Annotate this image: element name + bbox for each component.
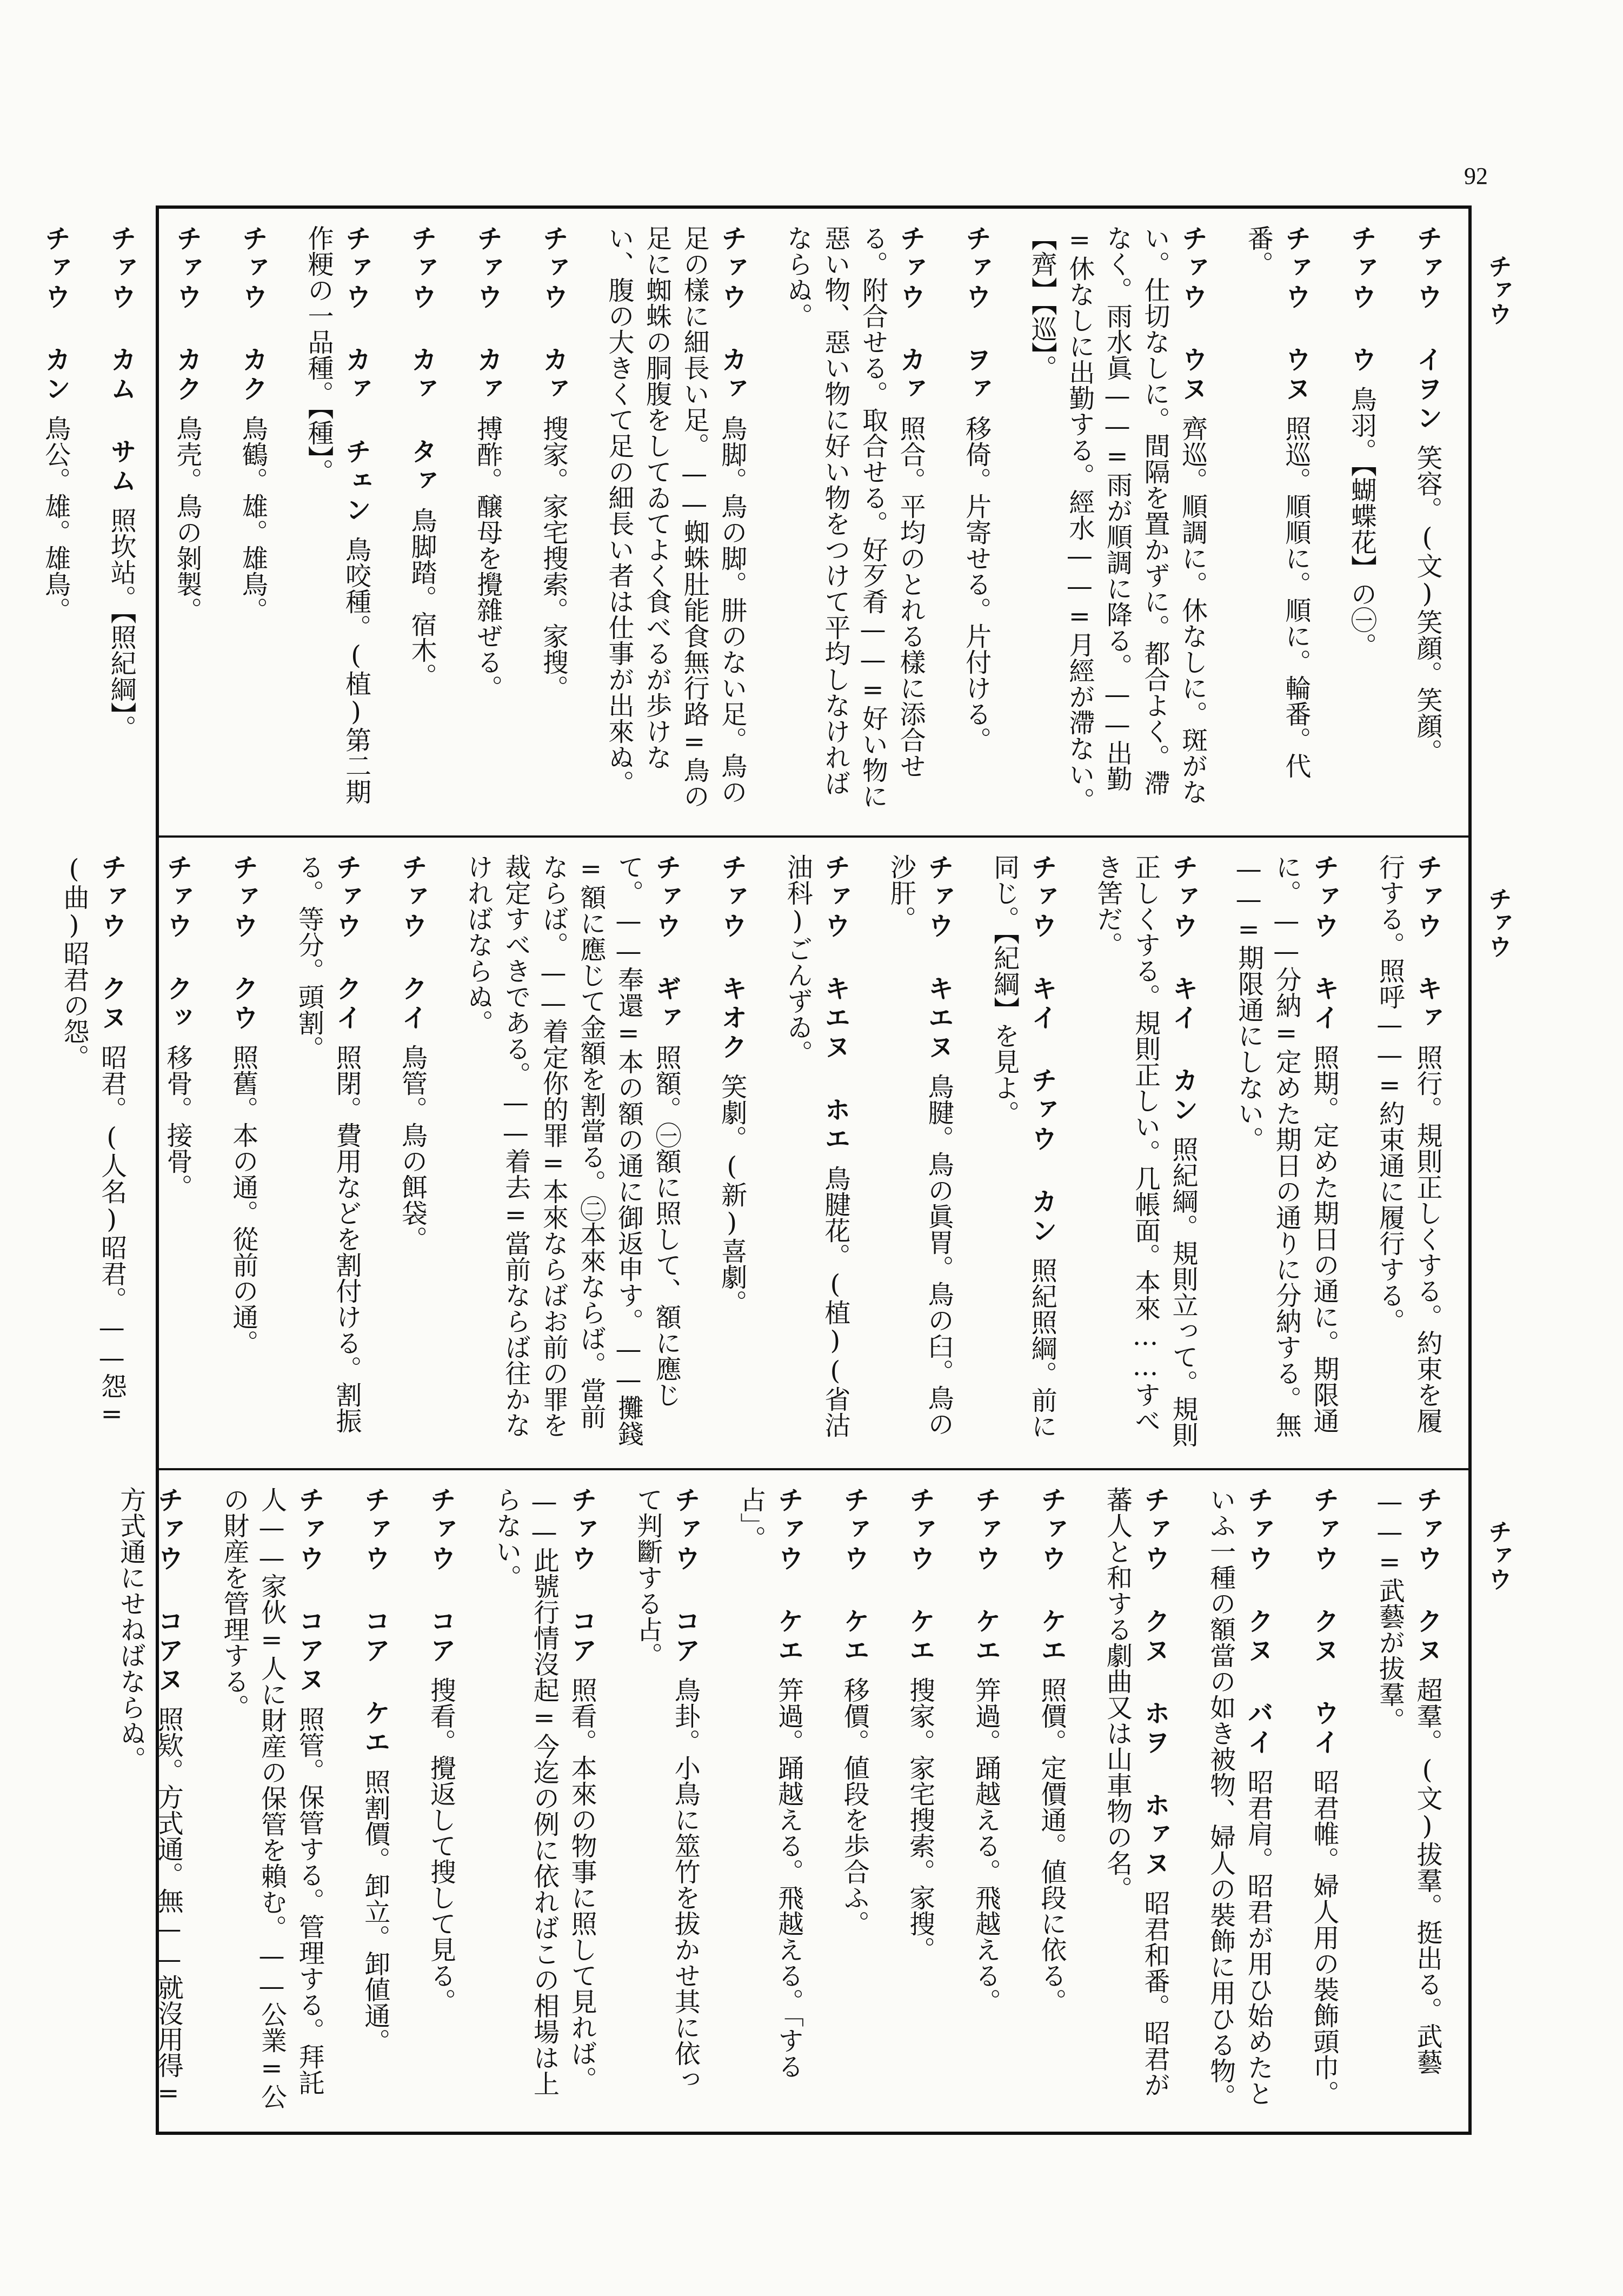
entry-reading: チァウ ケエ xyxy=(904,1487,935,1666)
entry-reading: チァウ カァ xyxy=(716,225,747,404)
dictionary-entry xyxy=(215,1487,328,2115)
dictionary-entry xyxy=(55,854,130,1452)
dictionary-entry xyxy=(1408,225,1446,819)
entry-band-bottom xyxy=(115,1470,1467,2132)
entry-reading: チァウ キイ xyxy=(1308,854,1339,1033)
dictionary-entry xyxy=(534,225,572,819)
entry-definition: 鳥脚。鳥の脚。肼のない足。鳥の足の樣に細長い足。——蜘蛛肚能食無行路=鳥の足に蜘蛛の胴腹をしてゐてよく食べるが歩けない、腹の大きくて足の細長い者は仕事が出來ぬ。 xyxy=(603,225,747,809)
dictionary-entry xyxy=(1098,1487,1173,2115)
entry-definition: 照閉。費用などを割付ける。割振る。等分。頭割。 xyxy=(294,854,362,1434)
entry-reading: チァウ ウヌ xyxy=(1177,225,1208,404)
dictionary-entry xyxy=(1239,225,1314,819)
entry-definition: 笑劇。(新)喜劇。 xyxy=(716,1073,747,1316)
entry-definition: 昭君。(人名)昭君。——怨=(曲)昭君の怨。 xyxy=(58,854,127,1429)
entry-reading: チァウ ウ xyxy=(1346,225,1377,375)
entry-reading: チァウ イヲン xyxy=(1412,225,1442,434)
entry-reading: チァウ クイ xyxy=(331,854,362,1033)
dictionary-entry xyxy=(36,225,74,819)
dictionary-entry xyxy=(1229,854,1342,1452)
entry-definition: 移倚。片寄せる。片付ける。 xyxy=(961,415,992,753)
entry-reading: チァウ キイ カン xyxy=(1168,854,1199,1125)
entry-definition: 照舊。本の通。從前の通。 xyxy=(228,1044,258,1356)
entry-reading: チァウ ケエ xyxy=(1036,1487,1067,1666)
page-number: 92 xyxy=(1464,163,1488,189)
dictionary-entry xyxy=(224,854,262,1452)
entry-reading: チァウ ケエ xyxy=(839,1487,870,1666)
dictionary-entry xyxy=(299,225,374,819)
entry-definition: 照紀綱。規則立って。規則正しくする。規則正しい。几帳面。本來……すべき筈だ。 xyxy=(1092,854,1199,1448)
entry-reading: チァウ コア xyxy=(425,1487,456,1666)
dictionary-entry xyxy=(356,1487,394,2115)
entry-reading: チァウ カク xyxy=(237,225,268,404)
entry-definition: 照管。保管する。管理する。拜託人——家伙=人に財産の保管を賴む。——公業=公の財産を管理する。 xyxy=(218,1487,325,2109)
entry-definition: 昭君肩。昭君が用ひ始めたといふ一種の額當の如き被物、婦人の裝飾に用ひる物。 xyxy=(1205,1487,1274,2109)
entry-definition: 照價。定價通。値段に依る。 xyxy=(1036,1677,1067,2014)
entry-reading: チァウ ケエ xyxy=(773,1487,804,1666)
running-head-1: チァウ xyxy=(1484,254,1512,326)
entry-definition: 笄過。踊越える。飛越える。 xyxy=(970,1677,1001,2014)
dictionary-entry xyxy=(835,1487,873,2115)
entry-reading: チァウ ヲァ xyxy=(961,225,992,404)
dictionary-entry xyxy=(731,1487,807,2115)
entry-band-middle xyxy=(58,838,1467,1468)
entry-definition: 超羣。(文)拔羣。挺出る。武藝——=武藝が拔羣。 xyxy=(1374,1487,1442,2075)
entry-definition: 齊巡。順調に。休なしに。斑がない。仕切なしに。間隔を置かずに。都合よく。滯なく。雨水眞——=雨が順調に降る。——出勤=休なしに出勤する。經水——=月經が滯ない。【齊】【巡】。 xyxy=(1027,225,1208,813)
dictionary-entry xyxy=(102,225,140,819)
entry-reading: チァウ クッ xyxy=(162,854,193,1033)
entry-reading: チァウ クヌ バイ xyxy=(1243,1487,1274,1758)
dictionary-entry xyxy=(957,225,995,819)
entry-reading: チァウ クヌ xyxy=(96,854,127,1033)
entry-definition: 照坎站。【照紀綱】。 xyxy=(106,507,137,741)
dictionary-entry xyxy=(1305,1487,1342,2115)
entry-reading: チァウ クヌ ホヲ ホァヌ xyxy=(1140,1487,1170,1879)
entry-reading: チァウ コアヌ xyxy=(294,1487,325,1695)
dictionary-entry xyxy=(985,854,1060,1452)
entry-definition: 鳥卦。小鳥に筮竹を拔かせ其に依って判斷する占。 xyxy=(632,1487,701,2092)
entry-definition: 移價。値段を歩合ふ。 xyxy=(839,1677,870,1936)
entry-reading: チァウ コア ケエ xyxy=(360,1487,390,1758)
entry-definition: 照看。本來の物事に照して見れば。——此號行情沒起=今迄の例に依ればこの相場は上らない。 xyxy=(491,1487,597,2096)
entry-definition: 照行。規則正しくする。約束を履行する。照呼——=約束通に履行する。 xyxy=(1374,854,1442,1434)
dictionary-entry xyxy=(393,854,431,1452)
dictionary-entry xyxy=(882,854,957,1452)
entry-definition: 照紀照綱。前に同じ。【紀綱】を見よ。 xyxy=(989,854,1057,1439)
entry-reading: チァウ カク xyxy=(171,225,202,404)
dictionary-entry xyxy=(468,225,506,819)
entry-definition: 鳥羽。【蝴蝶花】の㊀。 xyxy=(1346,386,1377,659)
dictionary-entry xyxy=(600,225,750,819)
entry-reading: チァウ コア xyxy=(670,1487,701,1666)
dictionary-entry xyxy=(1023,225,1211,819)
entry-column-group xyxy=(115,1487,1446,2115)
entry-definition: 鳥公。雄。雄鳥。 xyxy=(40,415,71,623)
entry-reading: チァウ クヌ ウイ xyxy=(1308,1487,1339,1758)
dictionary-entry xyxy=(901,1487,939,2115)
entry-definition: 照合。平均のとれる樣に添合せる。附合せる。取合せる。好歹肴——=好い物に惡い物、惡い物に好い物をつけて平均しなければならぬ。 xyxy=(782,225,926,809)
entry-definition: 鳥脚踏。宿木。 xyxy=(407,507,437,689)
entry-reading: チァウ キオク xyxy=(716,854,747,1063)
entry-definition: 搜看。攪返して搜して見る。 xyxy=(425,1677,456,2014)
entry-definition: 鳥咬種。(植)第二期作粳の一品種。【種】。 xyxy=(303,225,371,805)
dictionary-entry xyxy=(967,1487,1005,2115)
entry-definition: 照巡。順順に。順に。輪番。代番。 xyxy=(1243,225,1311,779)
entry-definition: 鳥管。鳥の餌袋。 xyxy=(397,1044,428,1252)
entry-reading: チァウ キァ xyxy=(1412,854,1442,1033)
entry-definition: 笑容。(文)笑顔。笑顔。 xyxy=(1412,444,1442,765)
entry-reading: チァウ ギァ xyxy=(651,854,682,1033)
entry-definition: 鳥腱。鳥の眞胃。鳥の臼。鳥の沙肝。 xyxy=(886,854,954,1437)
dictionary-entry xyxy=(713,854,750,1452)
running-head-2: チァウ xyxy=(1484,887,1512,958)
entry-column-group xyxy=(58,854,1446,1452)
entry-definition: 鳥鶴。雄。雄鳥。 xyxy=(237,415,268,623)
entry-definition: 移骨。接骨。 xyxy=(162,1044,193,1200)
dictionary-entry xyxy=(487,1487,600,2115)
entry-reading: チァウ カァ チェン xyxy=(341,225,371,526)
dictionary-entry xyxy=(234,225,271,819)
entry-reading: チァウ コアヌ xyxy=(153,1487,184,1695)
entry-reading: チァウ ウヌ xyxy=(1280,225,1311,404)
entry-reading: チァウ カァ xyxy=(895,225,926,404)
dictionary-entry xyxy=(1342,225,1380,819)
entry-definition: 鳥壳。鳥の剝製。 xyxy=(171,415,202,623)
entry-reading: チァウ カァ xyxy=(538,225,569,404)
entry-reading: チァウ キエヌ ホエ xyxy=(820,854,850,1154)
entry-reading: チァウ カン xyxy=(40,225,71,404)
entry-band-top xyxy=(40,209,1467,835)
dictionary-entry xyxy=(1088,854,1201,1452)
entry-definition: 鳥腱花。(植)(省沽油科)ごんずゐ。 xyxy=(782,854,850,1438)
dictionary-entry xyxy=(158,854,196,1452)
entry-definition: 搏酢。醸母を攪雜ぜる。 xyxy=(472,415,503,701)
dictionary-entry xyxy=(779,854,854,1452)
dictionary-entry xyxy=(459,854,685,1452)
entry-reading: チァウ キエヌ xyxy=(923,854,954,1063)
entry-definition: 昭君帷。婦人用の裝飾頭巾。 xyxy=(1308,1769,1339,2106)
entry-definition: 照額。㊀額に照して、額に應じて。——奉還=本の額の通に御返申す。——攤錢=額に應じて金額を割當る。㊁本來ならば。當前ならば。——着定你的罪=本來ならばお前の罪を裁定すべきである。——着去=當前ならば往かなければならぬ。 xyxy=(463,854,682,1446)
running-head-3: チァウ xyxy=(1484,1519,1512,1591)
entry-definition: 搜家。家宅搜索。家搜。 xyxy=(904,1677,935,1962)
dictionary-entry xyxy=(168,225,205,819)
entry-reading: チァウ コア xyxy=(567,1487,597,1666)
entry-reading: チァウ クウ xyxy=(228,854,258,1033)
entry-definition: 照欵。方式通。無——就沒用得=方式通にせねばならぬ。 xyxy=(115,1487,184,2108)
entry-reading: チァウ カァ xyxy=(472,225,503,404)
entry-definition: 笄過。踊越える。飛越える。「する占」。 xyxy=(735,1487,804,2079)
entry-reading: チァウ ケエ xyxy=(970,1487,1001,1666)
dictionary-entry xyxy=(111,1487,187,2115)
entry-reading: チァウ カム サム xyxy=(106,225,137,496)
dictionary-entry xyxy=(1371,854,1446,1452)
entry-reading: チァウ キイ チァウ カン xyxy=(1027,854,1057,1246)
entry-definition: 搜家。家宅搜索。家搜。 xyxy=(538,415,569,701)
entry-definition: 照割價。卸立。卸値通。 xyxy=(360,1769,390,2054)
dictionary-entry xyxy=(422,1487,460,2115)
entry-reading: チァウ カァ タァ xyxy=(407,225,437,496)
dictionary-entry xyxy=(1032,1487,1070,2115)
entry-reading: チァウ クヌ xyxy=(1412,1487,1442,1666)
entry-definition: 昭君和番。昭君が蕃人と和する劇曲又は山車物の名。 xyxy=(1102,1487,1170,2098)
dictionary-entry xyxy=(403,225,441,819)
dictionary-entry xyxy=(628,1487,703,2115)
entry-definition: 照期。定めた期日の通に。期限通に。——分納=定めた期日の通りに分納する。無——=期限通にしない。 xyxy=(1233,854,1339,1438)
entry-column-group xyxy=(40,225,1446,819)
dictionary-entry xyxy=(1201,1487,1276,2115)
entry-reading: チァウ クイ xyxy=(397,854,428,1033)
dictionary-entry xyxy=(1371,1487,1446,2115)
dictionary-entry xyxy=(290,854,365,1452)
dictionary-entry xyxy=(779,225,929,819)
